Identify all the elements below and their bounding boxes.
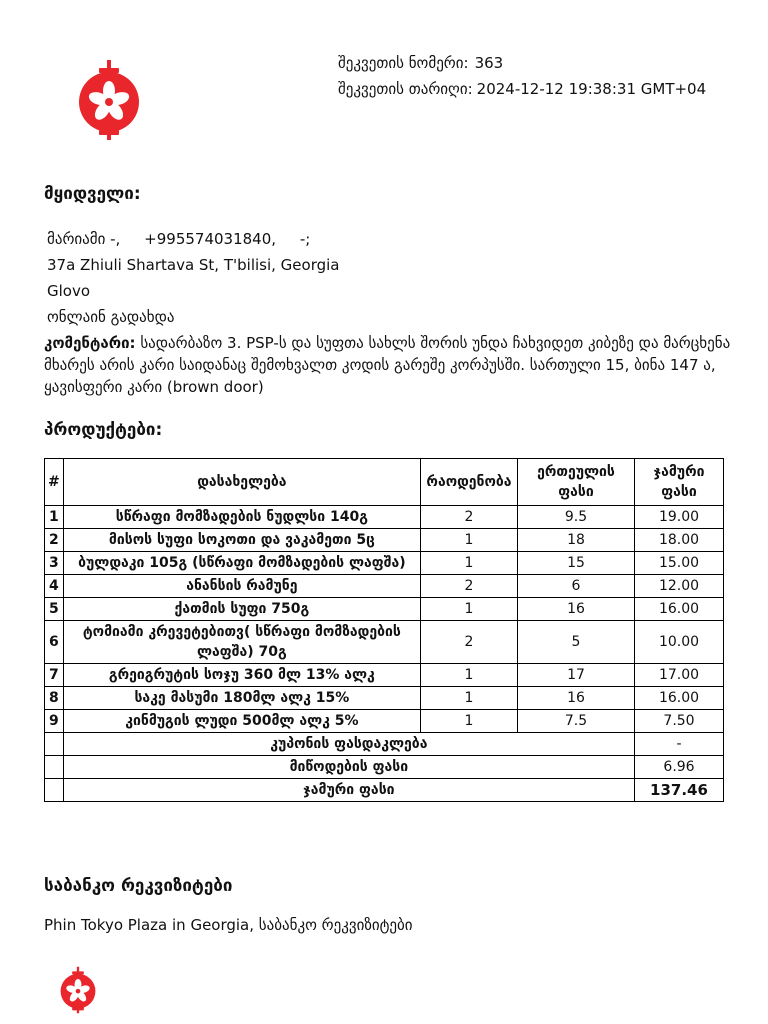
- product-num: 2: [45, 529, 64, 552]
- table-row: [45, 506, 724, 529]
- table-row: [45, 598, 724, 621]
- customer-title: მყიდველი:: [44, 184, 141, 204]
- product-rows: [45, 506, 724, 733]
- table-row: [45, 552, 724, 575]
- product-total-price: 15.00: [635, 552, 724, 575]
- product-unit-price: 17: [518, 664, 635, 687]
- delivery-spacer: [45, 756, 64, 779]
- product-total-price: 18.00: [635, 529, 724, 552]
- col-unit-header: ერთეულის ფასი: [518, 459, 635, 506]
- product-num: 3: [45, 552, 64, 575]
- order-number-line: [338, 50, 706, 76]
- delivery-method: Glovo: [47, 282, 91, 300]
- product-num: 6: [45, 621, 64, 664]
- comment-label: კომენტარი:: [44, 334, 136, 352]
- bank-info: Phin Tokyo Plaza in Georgia, საბანკო რეკვიზიტები: [44, 916, 413, 934]
- order-number: 363: [474, 54, 504, 72]
- grand-spacer: [45, 779, 64, 802]
- product-total-price: 17.00: [635, 664, 724, 687]
- product-name: სწრაფი მომზადების ნუდლსი 140გ: [63, 506, 420, 529]
- delivery-label: მიწოდების ფასი: [63, 756, 634, 779]
- product-qty: 1: [421, 529, 518, 552]
- order-date: 2024-12-12 19:38:31 GMT+04: [476, 80, 707, 98]
- product-num: 9: [45, 710, 64, 733]
- product-unit-price: 16: [518, 598, 635, 621]
- product-name: საკე მასუმი 180მლ ალკ 15%: [63, 687, 420, 710]
- product-name: ქათმის სუფი 750გ: [63, 598, 420, 621]
- table-row: [45, 621, 724, 664]
- grand-total-label: ჯამური ფასი: [63, 779, 634, 802]
- order-date-label: შეკვეთის თარიღი:: [338, 80, 473, 98]
- product-qty: 1: [421, 710, 518, 733]
- order-date-line: [338, 76, 706, 102]
- product-qty: 1: [421, 598, 518, 621]
- bank-title: საბანკო რეკვიზიტები: [44, 876, 233, 896]
- table-row: [45, 529, 724, 552]
- delivery-row: [45, 756, 724, 779]
- product-qty: 2: [421, 506, 518, 529]
- product-name: ბულდაკი 105გ (სწრაფი მომზადების ლაფშა): [63, 552, 420, 575]
- product-total-price: 12.00: [635, 575, 724, 598]
- product-unit-price: 15: [518, 552, 635, 575]
- col-qty-header: რაოდენობა: [421, 459, 518, 506]
- product-num: 8: [45, 687, 64, 710]
- product-total-price: 19.00: [635, 506, 724, 529]
- product-qty: 2: [421, 575, 518, 598]
- lantern-logo-small: [60, 966, 96, 1014]
- product-unit-price: 5: [518, 621, 635, 664]
- product-unit-price: 16: [518, 687, 635, 710]
- grand-total-value: 137.46: [635, 779, 724, 802]
- coupon-row: [45, 733, 724, 756]
- product-num: 1: [45, 506, 64, 529]
- table-row: [45, 710, 724, 733]
- customer-contact: მარიამი -, +995574031840, -;: [47, 230, 311, 248]
- col-name-header: დასახელება: [63, 459, 420, 506]
- lantern-logo: [78, 60, 140, 140]
- product-qty: 2: [421, 621, 518, 664]
- product-qty: 1: [421, 687, 518, 710]
- product-num: 7: [45, 664, 64, 687]
- table-row: [45, 575, 724, 598]
- product-name: ტომიამი კრევეტებითვ( სწრაფი მომზადების ლაფშა) 70გ: [63, 621, 420, 664]
- product-total-price: 10.00: [635, 621, 724, 664]
- comment-text: სადარბაზო 3. PSP-ს და სუფთა სახლს შორის უნდა ჩახვიდეთ კიბეზე და მარცხენა მხარეს არის კარი საიდანაც შემოხვალთ კოდის გარეშე კორპუსში. სართული 15, ბინა 147 ა, ყავისფერი კარი (brown door): [44, 334, 731, 396]
- products-table: [44, 458, 724, 802]
- table-row: [45, 664, 724, 687]
- table-header-row: [45, 459, 724, 506]
- coupon-spacer: [45, 733, 64, 756]
- product-total-price: 7.50: [635, 710, 724, 733]
- payment-method: ონლაინ გადახდა: [47, 308, 175, 326]
- col-total-header: ჯამური ფასი: [635, 459, 724, 506]
- col-num-header: #: [45, 459, 64, 506]
- product-unit-price: 7.5: [518, 710, 635, 733]
- product-num: 4: [45, 575, 64, 598]
- order-number-label: შეკვეთის ნომერი:: [338, 54, 469, 72]
- coupon-value: -: [635, 733, 724, 756]
- product-name: კინმუგის ლუდი 500მლ ალკ 5%: [63, 710, 420, 733]
- products-title: პროდუქტები:: [44, 420, 163, 440]
- grand-total-row: [45, 779, 724, 802]
- product-unit-price: 18: [518, 529, 635, 552]
- table-row: [45, 687, 724, 710]
- product-total-price: 16.00: [635, 687, 724, 710]
- order-meta: [338, 50, 706, 102]
- product-qty: 1: [421, 664, 518, 687]
- order-comment: [44, 332, 734, 398]
- coupon-label: კუპონის ფასდაკლება: [63, 733, 634, 756]
- product-unit-price: 9.5: [518, 506, 635, 529]
- product-num: 5: [45, 598, 64, 621]
- delivery-value: 6.96: [635, 756, 724, 779]
- product-name: ანანსის რამუნე: [63, 575, 420, 598]
- product-qty: 1: [421, 552, 518, 575]
- product-unit-price: 6: [518, 575, 635, 598]
- product-name: გრეიგრუტის სოჯუ 360 მლ 13% ალკ: [63, 664, 420, 687]
- customer-address: 37a Zhiuli Shartava St, T'bilisi, Georgia: [47, 256, 340, 274]
- product-name: მისოს სუფი სოკოთი და ვაკამეთი 5ც: [63, 529, 420, 552]
- product-total-price: 16.00: [635, 598, 724, 621]
